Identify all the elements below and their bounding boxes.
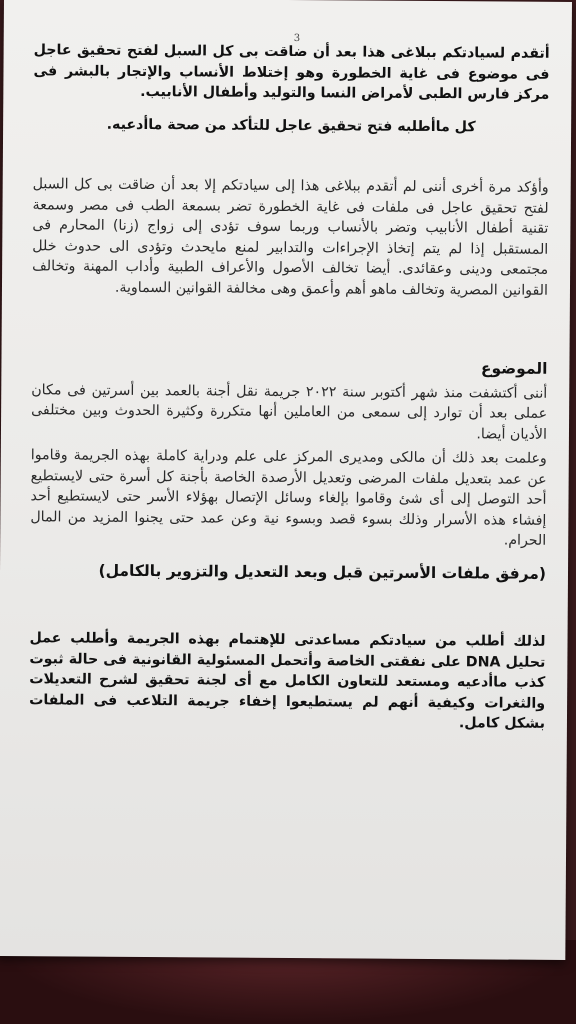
closing-request: [29, 628, 546, 734]
dna-term: DNA: [465, 653, 501, 670]
subject-paragraph-2: وعلمت بعد ذلك أن مالكى ومديرى المركز على علم ودراية كاملة بهذه الجريمة وقاموا عن عمد بتعديل ملفات المرضى وتعديل الأرصدة الخاصة بأجنة كل أسرة حتى لايستطيع أحد التوصل إلى أى شئ وقاموا بإلغاء وسائل الإتصال بهؤلاء الأسر حتى لايستطيع أحد إفشاء هذه الأسرار وذلك بسوء قصد وبسوء نية وعن عمد حتى يجنوا المزيد من المال الحرام.: [30, 447, 547, 549]
subject-paragraph-1: أننى أكتشفت منذ شهر أكتوبر سنة ٢٠٢٢ جريمة نقل أجنة بالعمد بين أسرتين فى مكان عملى بعد أن توارد إلى سمعى من العاملين أنها متكررة وكثيرة الحدوث وبين مختلفى الأديان أيضا.: [31, 381, 548, 443]
document-body: [29, 40, 550, 734]
subject-heading: الموضوع: [480, 359, 548, 378]
page-number: 3: [293, 33, 301, 45]
closing-request-prefix: لذلك أطلب من سيادتكم مساعدتى للإهتمام بهذه الجريمة وأطلب عمل تحليل: [29, 630, 546, 671]
demand-line: كل ماأطلبه فتح تحقيق عاجل للتأكد من صحة ماأدعيه.: [106, 116, 476, 135]
reiterate-paragraph: وأؤكد مرة أخرى أننى لم أتقدم ببلاغى هذا إلى سيادتكم إلا بعد أن ضاقت بى كل السبل لفتح تحقيق عاجل فى ملفات فى غاية الخطورة تضر بسمعة الطب فى مصر وسمعة تقنية أطفال الأنابيب وتضر بالأنساب وربما سوف تؤدى إلى زواج (زنا) المحارم فى المستقبل إذا لم يتم إتخاذ الإجراءات والتدابير لمنع مايحدث وتؤدى الى حدوث خلل مجتمعى ودينى وعقائدى. أيضا تخالف الأصول والأعراف الطبية وأداب المهنة وتخالف القوانين المصرية وتخالف ماهو أهم وأعمق وهى مخالفة القوانين السماوية.: [32, 176, 549, 299]
attachment-note: (مرفق ملفات الأسرتين قبل وبعد التعديل والتزوير بالكامل): [98, 561, 547, 583]
closing-request-rest: على نفقتى الخاصة وأتحمل المسئولية القانونية فى حالة ثبوت كذب ماأدعيه ومستعد للتعاون الكامل مع أى لجنة تحقيق لشرح التعديلات والثغرات وكيفية أنهم لم يستطيعوا إخفاء جريمة التلاعب فى الملفات بشكل كامل.: [29, 650, 546, 732]
intro-paragraph: أتقدم لسيادتكم ببلاغى هذا بعد أن ضاقت بى كل السبل لفتح تحقيق عاجل فى موضوع فى غاية الخطورة وهو إختلاط الأنساب والإتجار بالبشر فى مركز فارس الطبى لأمراض النسا والتوليد وأطفال الأنابيب.: [33, 42, 550, 103]
